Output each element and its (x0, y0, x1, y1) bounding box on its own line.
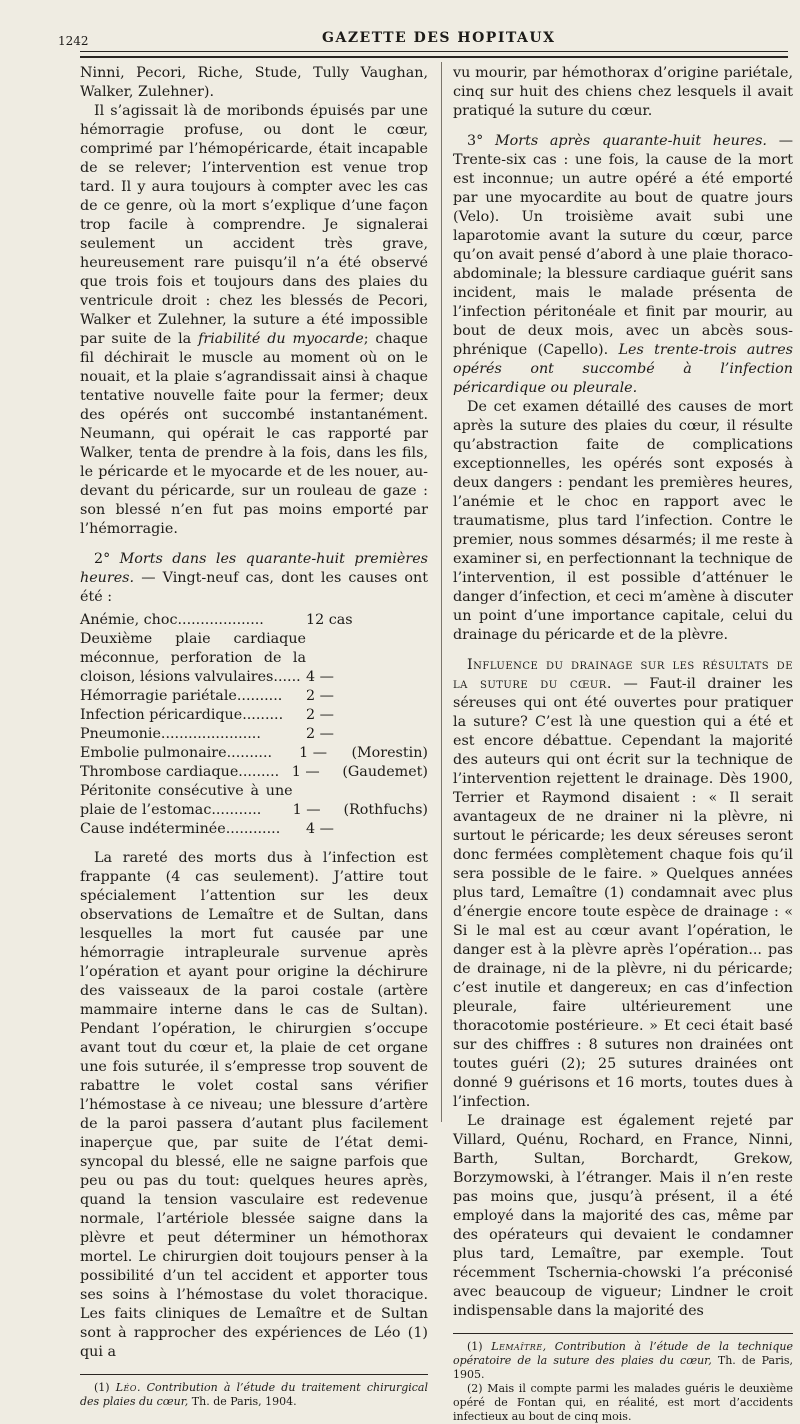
row-count: 4 — (306, 669, 334, 685)
left-paragraph-2-italic: friabilité du myocarde (198, 331, 364, 347)
row-count: 2 — (306, 688, 334, 704)
page-number: 1242 (58, 34, 89, 48)
row-count: 1 — (291, 764, 320, 780)
footnote-author: Lemaître (491, 1340, 543, 1353)
row-label: Embolie pulmonaire.......... (80, 745, 273, 761)
section-number-3: 3° (467, 133, 484, 149)
table-row (80, 782, 428, 820)
footnote-marker: (1) (467, 1340, 492, 1353)
drainage-text: — Faut-il drainer les séreuses qui ont été ouvertes pour pratiquer la suture? C’est là une question qui a été et est encore débattue. Cependant la majorité des auteurs qui ont écrit sur la technique de l’intervention rejettent le drainage. Dès 1900, Terrier et Raymond disaient : « Il serait avantageux de ne drainer ni la plèvre, ni surtout le péricarde; les deux séreuses seront donc fermées complètement chaque fois qu’il sera possible de le faire. » Quelques années plus tard, Lemaître (1) condamnait avec plus d’énergie encore toute espèce de drainage : « Si le mal est au cœur avant l’opération, le danger est à la plèvre après l’opération... pas de drainage, ni de la plèvre, ni du péricarde; c’est inutile et dangereux; en cas d’infection pleurale, faire ultérieurement une thoracotomie postérieure. » Et ceci était basé sur des chiffres : 8 sutures non drainées ont toutes guéri (2); 25 sutures drainées ont donné 9 guérisons et 16 morts, toutes dues à l’infection. (453, 676, 794, 1110)
left-paragraph-2-text-a: Il s’agissait là de moribonds épuisés par une hémorragie profuse, ou dont le cœur, comprimé par l’hémopéricarde, était incapable de se relever; l’intervention est venue trop tard. Il y aura toujours à compter avec les cas de ce genre, où la mort s’explique d’une façon trop facile à comprendre. Je signalerai seulement un accident très grave, heureusement rare puisqu’il n’a été observé que trois fois et toujours dans des plaies du ventricule droit : chez les blessés de Pecori, Walker et Zulehner, la suture a été impossible par suite de la (80, 103, 428, 347)
right-footnote-1 (453, 1340, 793, 1382)
right-footnote-2: (2) Mais il compte parmi les malades guéris le deuxième opéré de Fontan qui, en réalité, est mort d’accidents infectieux au bout de cinq mois. (453, 1382, 793, 1423)
table-row (80, 763, 428, 782)
right-paragraph-4 (453, 656, 793, 1112)
table-row (80, 611, 428, 630)
right-paragraph-5: Le drainage est également rejeté par Villard, Quénu, Rochard, en France, Ninni, Barth, Sultan, Borchardt, Grekow, Borzymowski, à l’étranger. Mais il n’en reste pas moins que, jusqu’à présent, il a été employé dans la majorité des cas, même par des opérateurs qui devaient le condamner plus tard, Lemaître, par exemple. Tout récemment Tschernia-chowski l’a préconisé avec beaucoup de vigueur; Lindner le croit indispensable dans la majorité des (453, 1113, 793, 1319)
left-section-heading-2 (80, 550, 428, 607)
footnote-rule (453, 1333, 793, 1334)
row-label: Péritonite consécutive à une plaie de l’estomac........... (80, 783, 293, 818)
footnote-author: Léo (115, 1381, 137, 1394)
row-label: Hémorragie pariétale.......... (80, 688, 283, 704)
row-label: Infection péricardique......... (80, 707, 284, 723)
row-note: (Gaudemet) (342, 764, 428, 780)
section-text-3: — Trente-six cas : une fois, la cause de la mort est inconnue; un autre opéré a été emporté par une myocardite au bout de quatre jours (Velo). Un troisième avait subi une laparotomie avant la suture du cœur, parce qu’on avait pensé d’abord à une plaie thoraco-abdominale; la blessure cardiaque guérit sans incident, mais le malade présenta de l’infection péritonéale et finit par mourir, au bout de deux mois, avec un abcès sous-phrénique (Capello). (453, 133, 794, 358)
row-count: 1 — (292, 802, 321, 818)
section-intro-2: — Vingt-neuf cas, dont les causes ont été : (80, 570, 428, 605)
left-paragraph-1: Ninni, Pecori, Riche, Stude, Tully Vaughan, Walker, Zulehner). (80, 65, 428, 100)
section-title-3: Morts après quarante-huit heures. (495, 133, 767, 149)
footnote-rule (80, 1374, 428, 1375)
table-row (80, 725, 428, 744)
table-row (80, 706, 428, 725)
left-paragraph-4: La rareté des morts dus à l’infection est frappante (4 cas seulement). J’attire tout spécialement l’attention sur les deux observations de Lemaître et de Sultan, dans lesquelles la mort fut causée par une hémorragie intrapleurale survenue après l’opération et ayant pour origine la déchirure des vaisseaux de la paroi costale (artère mammaire interne dans le cas de Sultan). Pendant l’opération, le chirurgien s’occupe avant tout du cœur et, la plaie de cet organe une fois suturée, il s’empresse trop souvent de rabattre le volet costal sans vérifier l’hémostase à ce niveau; une blessure d’artère de la paroi passera d’autant plus facilement inaperçue que, par suite de l’état demi-syncopal du blessé, elle ne saigne parfois que peu ou pas du tout: quelques heures après, quand la tension vasculaire est redevenue normale, l’artériole blessée saigne dans la plèvre et peut déterminer un hémothorax mortel. Le chirurgien doit toujours penser à la possibilité d’un tel accident et apporter tous ses soins à l’hémostase du volet thoracique. Les faits cliniques de Lemaître et de Sultan sont à rapprocher des expériences de Léo (1) qui a (80, 850, 428, 1360)
footnote-title: . Contribution à l’étude du traitement chirurgical des plaies du cœur, (80, 1381, 428, 1408)
right-column (453, 64, 793, 1424)
causes-table (80, 611, 428, 839)
row-note: (Rothfuchs) (343, 802, 428, 818)
left-paragraph-2-text-b: ; chaque fil déchirait le muscle au moment où on le nouait, et la plaie s’agrandissait ainsi à chaque tentative nouvelle faite pour la fermer; deux des opérés ont succombé instantanément. Neumann, qui opérait le cas rapporté par Walker, tenta de prendre à la fois, dans les fils, le péricarde et le myocarde et de les nouer, au-devant du péricarde, sur un rouleau de gaze : son blessé n’en fut pas moins emporté par l’hémorragie. (80, 331, 428, 537)
row-label: Thrombose cardiaque......... (80, 764, 280, 780)
column-divider (441, 62, 442, 1122)
header-rule-thin (80, 51, 788, 52)
right-paragraph-1: vu mourir, par hémothorax d’origine pariétale, cinq sur huit des chiens chez lesquels il avait pratiqué la suture du cœur. (453, 65, 793, 119)
row-label: Pneumonie...................... (80, 726, 261, 742)
footnote-marker: (1) (94, 1381, 116, 1394)
table-row (80, 630, 428, 687)
footnote-rest: Th. de Paris, 1904. (188, 1395, 297, 1408)
left-paragraph-2 (80, 102, 428, 539)
section-title-2: Morts dans les quarante-huit premières heures. (80, 551, 428, 586)
row-count: 2 — (306, 726, 334, 742)
row-label: Deuxième plaie cardiaque méconnue, perforation de la cloison, lésions valvulaires...... (80, 631, 306, 685)
row-count: 4 — (306, 821, 334, 837)
header-rule-thick (80, 56, 788, 58)
drainage-heading: Influence du drainage sur les résultats de la suture du cœur. (453, 657, 793, 692)
table-row (80, 687, 428, 706)
section-number-2: 2° (94, 551, 111, 567)
left-footnote (80, 1381, 428, 1409)
row-note: (Morestin) (351, 745, 428, 761)
right-paragraph-3: De cet examen détaillé des causes de mort après la suture des plaies du cœur, il résulte qu’abstraction faite de complications exceptionnelles, les opérés sont exposés à deux dangers : pendant les premières heures, l’anémie et le choc en rapport avec le traumatisme, plus tard l’infection. Contre le premier, nous sommes désarmés; il me reste à examiner si, en perfectionnant la technique de l’intervention, il est possible d’atténuer le danger d’infection, et ceci m’amène à discuter un point d’une importance capitale, celui du drainage du péricarde et de la plèvre. (453, 399, 793, 643)
left-column (80, 64, 428, 1409)
footnote-rest: Th. de Paris, 1905. (453, 1354, 793, 1381)
row-count: 12 cas (306, 612, 353, 628)
table-row (80, 820, 428, 839)
footnote-title: , Contribution à l’étude de la technique opératoire de la suture des plaies du cœur, (453, 1340, 794, 1367)
journal-title: GAZETTE DES HOPITAUX (322, 30, 556, 46)
row-count: 1 — (299, 745, 328, 761)
row-count: 2 — (306, 707, 334, 723)
section-italic-3: Les trente-trois autres opérés ont succombé à l’infection péricardique ou pleurale. (453, 342, 793, 396)
right-section-heading-3 (453, 132, 793, 398)
table-row (80, 744, 428, 763)
row-label: Cause indéterminée............ (80, 821, 281, 837)
row-label: Anémie, choc................... (80, 612, 264, 628)
